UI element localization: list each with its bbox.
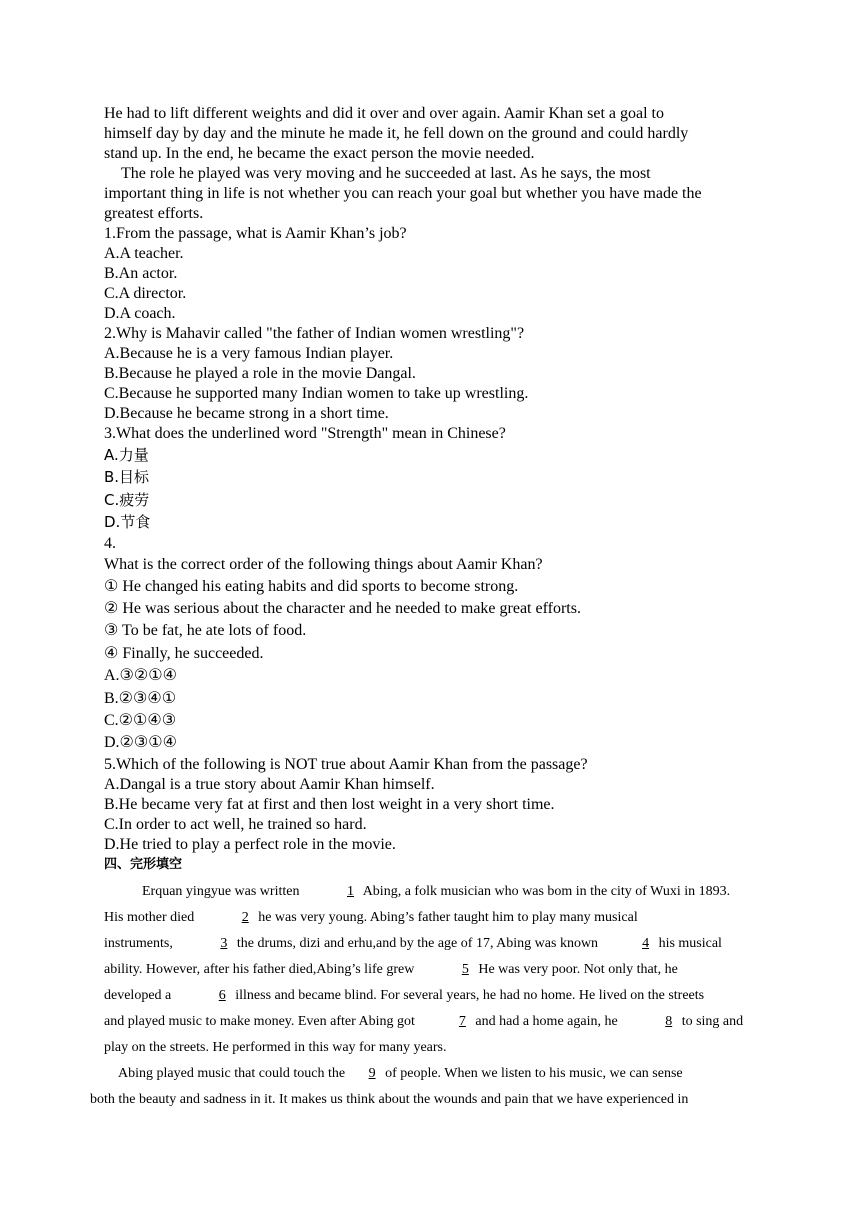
q5-option-c: C.In order to act well, he trained so hard. xyxy=(104,815,367,833)
passage-line: The role he played was very moving and he succeeded at last. As he says, the most xyxy=(121,165,651,182)
q1-option-c: C.A director. xyxy=(104,285,187,302)
passage-line: He had to lift different weights and did it over and over again. Aamir Khan set a goal to xyxy=(104,105,664,122)
cloze-text: Abing played music that could touch the xyxy=(118,1065,349,1081)
cloze-text: his musical xyxy=(655,935,722,951)
passage-line: himself day by day and the minute he made it, he fell down on the ground and could hardly xyxy=(104,125,689,142)
question-2: 2.Why is Mahavir called "the father of Indian women wrestling"? xyxy=(104,325,525,342)
q2-option-d: D.Because he became strong in a short time. xyxy=(104,405,389,422)
q5-option-d: D.He tried to play a perfect role in the movie. xyxy=(104,835,396,853)
cloze-blank-6: 6 xyxy=(218,987,226,1003)
q4-statement-2: ② He was serious about the character and he needed to make great efforts. xyxy=(104,600,581,618)
passage-paragraph-2 xyxy=(104,164,764,224)
q2-option-c: C.Because he supported many Indian women to take up wrestling. xyxy=(104,385,529,402)
question-5: 5.Which of the following is NOT true about Aamir Khan from the passage? xyxy=(104,755,588,773)
q1-option-b: B.An actor. xyxy=(104,265,178,282)
q3-option-a: A.力量 xyxy=(104,446,149,464)
cloze-text: the drums, dizi and erhu,and by the age of 17, Abing was known xyxy=(233,935,599,951)
cloze-blank-2: 2 xyxy=(241,909,249,925)
cloze-text: and had a home again, he xyxy=(471,1013,622,1029)
q3-option-b: B.目标 xyxy=(104,468,150,487)
q4-option-c: C.②①④③ xyxy=(104,712,177,730)
q4-statement-4: ④ Finally, he succeeded. xyxy=(104,644,264,662)
cloze-text: instruments, xyxy=(104,935,177,951)
question-4: What is the correct order of the following things about Aamir Khan? xyxy=(104,555,543,573)
cloze-text: developed a xyxy=(104,987,175,1003)
cloze-blank-4: 4 xyxy=(642,935,650,951)
q4-option-a: A.③②①④ xyxy=(104,667,177,685)
q2-option-a: A.Because he is a very famous Indian player. xyxy=(104,345,394,362)
cloze-paragraph-2 xyxy=(90,1061,764,1113)
cloze-paragraph-1 xyxy=(104,879,764,1061)
q4-option-b: B.②③④① xyxy=(104,689,177,707)
q1-option-d: D.A coach. xyxy=(104,305,176,322)
cloze-text: he was very young. Abing’s father taught him to play many musical xyxy=(254,909,638,925)
passage-line: stand up. In the end, he became the exact person the movie needed. xyxy=(104,145,535,162)
q5-option-b: B.He became very fat at first and then lost weight in a very short time. xyxy=(104,795,555,813)
q4-option-d: D.②③①④ xyxy=(104,734,177,752)
q1-option-a: A.A teacher. xyxy=(104,245,184,262)
cloze-text: of people. When we listen to his music, we can sense xyxy=(381,1065,683,1081)
cloze-text: Erquan yingyue was written xyxy=(142,883,303,899)
q2-option-b: B.Because he played a role in the movie Dangal. xyxy=(104,365,416,382)
passage-line: important thing in life is not whether you can reach your goal but whether you have made the xyxy=(104,185,702,202)
document-page xyxy=(90,104,764,1113)
cloze-text: play on the streets. He performed in this way for many years. xyxy=(104,1039,447,1055)
question-1: 1.From the passage, what is Aamir Khan’s job? xyxy=(104,225,407,242)
cloze-text: and played music to make money. Even after Abing got xyxy=(104,1013,415,1029)
cloze-blank-3: 3 xyxy=(220,935,228,951)
q4-statement-3: ③ To be fat, he ate lots of food. xyxy=(104,622,307,640)
q3-option-c: C.疲劳 xyxy=(104,490,150,509)
cloze-blank-5: 5 xyxy=(461,961,469,977)
passage-line: greatest efforts. xyxy=(104,205,204,222)
cloze-text: ability. However, after his father died,Abing’s life grew xyxy=(104,961,418,977)
q3-option-d: D.节食 xyxy=(104,513,151,532)
section-heading: 四、完形填空 xyxy=(104,856,183,872)
cloze-blank-8: 8 xyxy=(665,1013,673,1029)
cloze-blank-9: 9 xyxy=(368,1065,376,1081)
cloze-blank-1: 1 xyxy=(346,883,354,899)
cloze-text: illness and became blind. For several years, he had no home. He lived on the streets xyxy=(231,987,705,1003)
cloze-blank-7: 7 xyxy=(458,1013,466,1029)
q5-option-a: A.Dangal is a true story about Aamir Khan himself. xyxy=(104,775,435,793)
q4-statement-1: ① He changed his eating habits and did sports to become strong. xyxy=(104,577,519,595)
question-3: 3.What does the underlined word "Strength" mean in Chinese? xyxy=(104,425,506,442)
passage-paragraph xyxy=(104,104,764,164)
cloze-text: Abing, a folk musician who was bom in the city of Wuxi in 1893. xyxy=(359,883,731,899)
cloze-text: His mother died xyxy=(104,909,198,925)
question-4-number: 4. xyxy=(104,534,116,552)
cloze-text: He was very poor. Not only that, he xyxy=(474,961,678,977)
cloze-text: to sing and xyxy=(678,1013,744,1029)
cloze-text: both the beauty and sadness in it. It makes us think about the wounds and pain that we have experienced in xyxy=(90,1091,689,1107)
